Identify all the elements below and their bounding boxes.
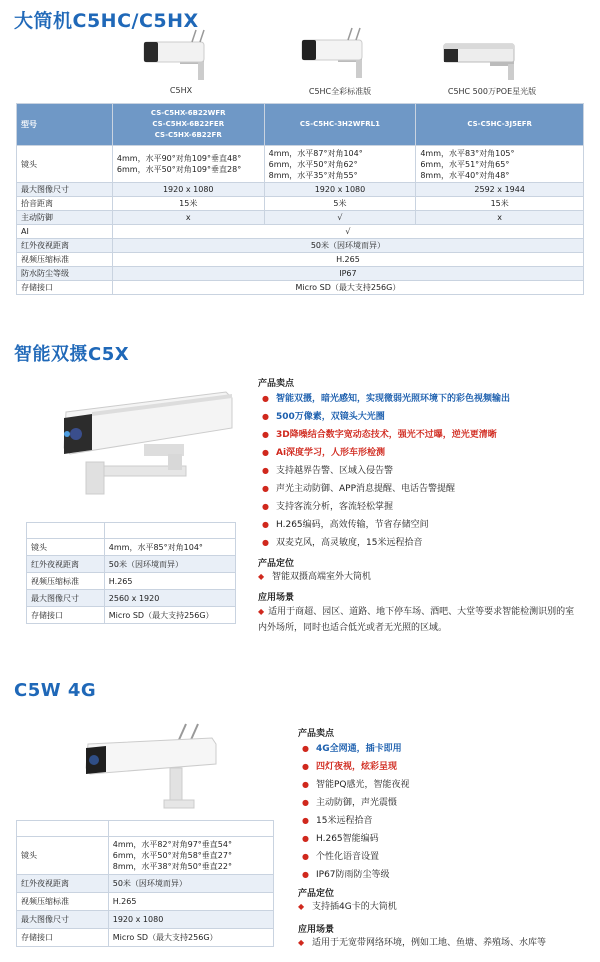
row-label-lens: 镜头 [17, 146, 113, 183]
c5x-position: ◆ 智能双摄高端室外大筒机 [258, 572, 372, 582]
c5w-position-title: 产品定位 [298, 889, 335, 899]
c5w-spec-header-label: 型号 [17, 821, 109, 837]
c5w-selling-point: ● 主动防御，声光震慑 [302, 794, 410, 812]
bullet-icon: ● [262, 412, 269, 421]
c5x-row-label-size: 最大图像尺寸 [27, 590, 105, 607]
c5x-position-title: 产品定位 [258, 559, 295, 569]
bullet-icon: ● [302, 870, 309, 879]
c5x-selling-point: ● 双麦克风，高灵敏度，15米远程拾音 [262, 534, 510, 552]
c5w-cell-storage: Micro SD（最大支持256G） [108, 929, 273, 947]
bullet-icon: ● [262, 484, 269, 493]
camera-c5hx-image [140, 28, 220, 83]
section3-spec-table [16, 820, 274, 947]
bullet-icon: ● [262, 520, 269, 529]
row-label-storage: 存储接口 [17, 281, 113, 295]
c5x-row-label-codec: 视频压缩标准 [27, 573, 105, 590]
c5w-selling-point: ● 4G全网通，插卡即用 [302, 740, 410, 758]
c5x-selling-point: ● Ai深度学习，人形车形检测 [262, 444, 510, 462]
c5w-selling-point: ● 个性化语音设置 [302, 848, 410, 866]
model-c5hx: CS-C5HX-6B22WFR CS-C5HX-6B22FER CS-C5HX-6B22FR [112, 104, 264, 146]
bullet-icon: ● [262, 538, 269, 547]
bullet-icon: ● [262, 466, 269, 475]
c5x-row-label-ir: 红外夜视距离 [27, 556, 105, 573]
camera-c5hc-fullcolor-caption: C5HC全彩标准版 [308, 87, 372, 96]
cell-lens-c5hx: 4mm，水平90°对角109°垂直48° 6mm，水平50°对角109°垂直28° [112, 146, 264, 183]
camera-c5hx-caption: C5HX [169, 86, 193, 95]
cell-defense-c5hx: x [112, 211, 264, 225]
cell-audio-c5hc-poe: 15米 [416, 197, 584, 211]
c5w-selling-points [302, 740, 410, 884]
c5w-selling-point: ● IP67防雨防尘等级 [302, 866, 410, 884]
bullet-icon: ● [302, 816, 309, 825]
cell-codec: H.265 [112, 253, 583, 267]
cell-ir-range: 50米（因环境而异） [112, 239, 583, 253]
cell-size-c5hc-poe: 2592 x 1944 [416, 183, 584, 197]
c5w-selling-point: ● 智能PQ感光，智能夜视 [302, 776, 410, 794]
bullet-icon: ● [302, 798, 309, 807]
section2-spec-table [26, 522, 236, 624]
camera-c5x-image [56, 384, 256, 504]
row-label-image-size: 最大图像尺寸 [17, 183, 113, 197]
c5w-selling-point: ● 四灯夜视，炫彩呈现 [302, 758, 410, 776]
section1-spec-table [16, 103, 584, 295]
c5x-spec-header-label: 型号 [27, 523, 105, 539]
c5x-selling-point: ● 支持客流分析，客流轻松掌握 [262, 498, 510, 516]
bullet-icon: ● [262, 502, 269, 511]
c5x-cell-size: 2560 x 1920 [104, 590, 235, 607]
cell-storage: Micro SD（最大支持256G） [112, 281, 583, 295]
bullet-icon: ● [302, 834, 309, 843]
c5x-scene-title: 应用场景 [258, 593, 295, 603]
c5w-row-label-lens: 镜头 [17, 837, 109, 875]
bullet-icon: ● [302, 780, 309, 789]
c5w-cell-size: 1920 x 1080 [108, 911, 273, 929]
c5w-row-label-size: 最大图像尺寸 [17, 911, 109, 929]
model-c5hc-poe: CS-C5HC-3J5EFR [416, 104, 584, 146]
c5w-selling-point: ● H.265智能编码 [302, 830, 410, 848]
c5x-selling-title: 产品卖点 [258, 379, 295, 389]
cell-defense-c5hc-poe: x [416, 211, 584, 225]
bullet-icon: ● [302, 744, 309, 753]
row-label-active-defense: 主动防御 [17, 211, 113, 225]
c5x-selling-point: ● 声光主动防御、APP消息提醒、电话告警提醒 [262, 480, 510, 498]
row-label-ip-rating: 防水防尘等级 [17, 267, 113, 281]
spec-header-label: 型号 [17, 104, 113, 146]
c5w-position: ◆ 支持插4G卡的大筒机 [298, 902, 397, 912]
camera-c5hc-poe-caption: C5HC 500万POE星光版 [447, 87, 537, 96]
section1-title: 大筒机C5HC/C5HX [14, 10, 199, 32]
row-label-audio-range: 拾音距离 [17, 197, 113, 211]
cell-defense-c5hc-fullcolor: √ [264, 211, 416, 225]
cell-audio-c5hc-fullcolor: 5米 [264, 197, 416, 211]
camera-c5hc-fullcolor-image [298, 26, 378, 81]
c5w-row-label-ir: 红外夜视距离 [17, 875, 109, 893]
c5x-model: CS-C5X-6B51F(E)R [104, 523, 235, 539]
c5w-selling-title: 产品卖点 [298, 729, 335, 739]
bullet-icon: ● [302, 852, 309, 861]
c5w-cell-codec: H.265 [108, 893, 273, 911]
c5x-cell-ir: 50米（因环境而异） [104, 556, 235, 573]
c5x-cell-lens: 4mm，水平85°对角104° [104, 539, 235, 556]
c5x-selling-point: ● 支持越界告警、区域入侵告警 [262, 462, 510, 480]
c5x-selling-point: ● 3D降噪结合数字宽动态技术，强光不过曝，逆光更清晰 [262, 426, 510, 444]
c5x-cell-storage: Micro SD（最大支持256G） [104, 607, 235, 624]
bullet-icon: ● [262, 448, 269, 457]
row-label-ai: AI [17, 225, 113, 239]
c5x-scene: ◆ 适用于商超、园区、道路、地下停车场、酒吧、大堂等要求智能检测识别的室内外场所，同时也适合低光或者无光照的区域。 [258, 607, 575, 633]
camera-c5w-image [78, 722, 238, 810]
c5x-row-label-lens: 镜头 [27, 539, 105, 556]
bullet-icon: ● [262, 430, 269, 439]
c5w-selling-point: ● 15米远程拾音 [302, 812, 410, 830]
cell-ai: √ [112, 225, 583, 239]
cell-lens-c5hc-fullcolor: 4mm，水平87°对角104° 6mm，水平50°对角62° 8mm，水平35°对角55° [264, 146, 416, 183]
c5w-scene-title: 应用场景 [298, 925, 335, 935]
c5x-cell-codec: H.265 [104, 573, 235, 590]
bullet-icon: ● [262, 394, 269, 403]
c5w-cell-ir: 50米（因环境而异） [108, 875, 273, 893]
cell-size-c5hx: 1920 x 1080 [112, 183, 264, 197]
c5w-cell-lens: 4mm，水平82°对角97°垂直54° 6mm，水平50°对角58°垂直27° 8mm，水平38°对角50°垂直22° [108, 837, 273, 875]
cell-lens-c5hc-poe: 4mm，水平83°对角105° 6mm，水平51°对角65° 8mm，水平40°对角48° [416, 146, 584, 183]
section2-title: 智能双摄C5X [14, 344, 130, 365]
cell-audio-c5hx: 15米 [112, 197, 264, 211]
row-label-ir-range: 红外夜视距离 [17, 239, 113, 253]
c5w-row-label-codec: 视频压缩标准 [17, 893, 109, 911]
c5x-selling-point: ● H.265编码，高效传输，节省存储空间 [262, 516, 510, 534]
section3-title: C5W 4G [14, 680, 97, 701]
c5w-row-label-storage: 存储接口 [17, 929, 109, 947]
c5x-selling-point: ● 500万像素，双镜头大光圈 [262, 408, 510, 426]
c5x-selling-point: ● 智能双摄，暗光感知，实现微弱光照环境下的彩色视频输出 [262, 390, 510, 408]
camera-c5hc-poe-image [440, 36, 530, 84]
cell-size-c5hc-fullcolor: 1920 x 1080 [264, 183, 416, 197]
c5x-selling-points [262, 390, 510, 552]
bullet-icon: ● [302, 762, 309, 771]
cell-ip-rating: IP67 [112, 267, 583, 281]
c5w-scene: ◆ 适用于无宽带网络环境，例如工地、鱼塘、养殖场、水库等 [298, 938, 547, 948]
row-label-codec: 视频压缩标准 [17, 253, 113, 267]
c5x-row-label-storage: 存储接口 [27, 607, 105, 624]
model-c5hc-fullcolor: CS-C5HC-3H2WFRL1 [264, 104, 416, 146]
c5w-model: CS-C5W-3H2FRL4GA [108, 821, 273, 837]
